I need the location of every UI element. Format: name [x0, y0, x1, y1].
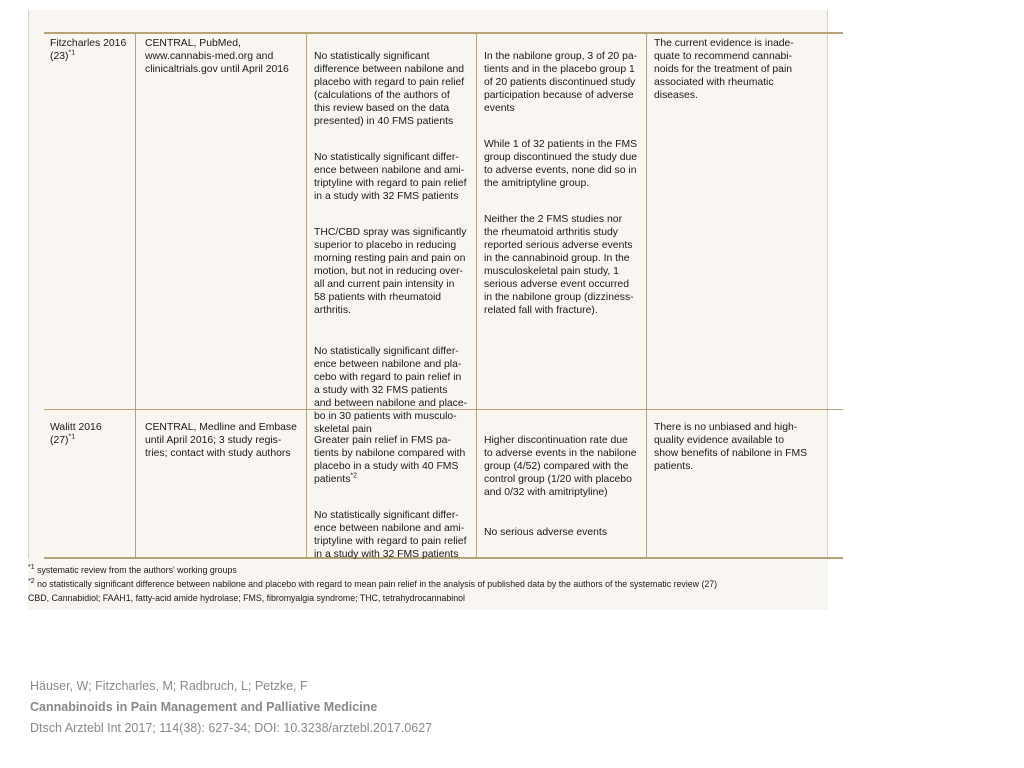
- citation-title: Cannabinoids in Pain Management and Palliative Medicine: [30, 700, 378, 714]
- column-divider: [476, 32, 477, 559]
- column-divider: [646, 32, 647, 559]
- efficacy-paragraph: No statistically significant differ- ence between nabilone and ami- triptyline with regard to pain relief in a study with 32 FMS patients: [314, 510, 467, 560]
- efficacy-paragraph: THC/CBD spray was significantly superior to placebo in reducing morning resting pain and pain on motion, but not in reducing over- all and current pain intensity in 58 patients with rheumatoid arthritis.: [314, 227, 467, 316]
- column-divider: [306, 32, 307, 559]
- table-cell-efficacy: [314, 37, 476, 459]
- safety-paragraph: No serious adverse events: [484, 527, 608, 538]
- footnote: $^{*2}$ no statistically significant difference between nabilone and placebo with regard to mean pain relief in the analysis of published data by the authors of the systematic review (27): [28, 578, 718, 589]
- table-cell-study: Walitt 2016 $(27)^{*1}$: [50, 422, 102, 446]
- table-cell-study: Fitzcharles 2016 $(23)^{*1}$: [50, 38, 127, 62]
- safety-paragraph: In the nabilone group, 3 of 20 pa- tients and in the placebo group 1 of 20 patients discontinued study participation because of adverse events: [484, 51, 638, 114]
- footnote: $^{*1}$ systematic review from the authors' working groups: [28, 564, 237, 575]
- left-edge: [28, 10, 29, 558]
- table-cell-safety: [484, 37, 646, 340]
- column-divider: [135, 32, 136, 559]
- efficacy-paragraph: No statistically significant difference between nabilone and placebo with regard to pain relief (calculations of the authors of this review based on the data presented) in 40 FMS patients: [314, 51, 465, 127]
- safety-paragraph: Neither the 2 FMS studies nor the rheumatoid arthritis study reported serious adverse events in the cannabinoid group. In the musculoskeletal pain study, 1 serious adverse event occurred in the nabilone group (dizziness- related fall with fracture).: [484, 214, 634, 316]
- efficacy-paragraph: No statistically significant differ- ence between nabilone and pla- cebo with regard to pain relief in a study with 32 FMS patients and between nabilone and place- bo in 30 patients with musculo- skeletal pain: [314, 346, 468, 435]
- citation-source: Dtsch Arztebl Int 2017; 114(38): 627-34; DOI: 10.3238/arztebl.2017.0627: [30, 721, 433, 735]
- efficacy-paragraph: Greater pain relief in FMS pa- tients by nabilone compared with placebo in a study with 40 FMS patients$^{*2}$: [314, 435, 466, 485]
- table-cell-conclusion: The current evidence is inade- quate to recommend cannabi- noids for the treatment of pain associated with rheumatic diseases.: [654, 38, 794, 101]
- efficacy-paragraph: No statistically significant differ- ence between nabilone and ami- triptyline with regard to pain relief in a study with 32 FMS patients: [314, 152, 467, 202]
- table-image: [28, 10, 828, 610]
- table-cell-conclusion: There is no unbiased and high- quality evidence available to show benefits of nabilone in FMS patients.: [654, 422, 808, 472]
- citation-authors: Häuser, W; Fitzcharles, M; Radbruch, L; Petzke, F: [30, 679, 308, 693]
- abbreviations-note: CBD, Cannabidiol; FAAH1, fatty-acid amide hydrolase; FMS, fibromyalgia syndrome; THC, tetrahydrocannabinol: [28, 593, 465, 603]
- safety-paragraph: Higher discontinuation rate due to adverse events in the nabilone group (4/52) compared with the control group (1/20 with placebo and 0/32 with amitriptyline): [484, 435, 637, 498]
- table-cell-efficacy: [314, 421, 476, 584]
- safety-paragraph: While 1 of 32 patients in the FMS group discontinued the study due to adverse events, none did so in the amitriptyline group.: [484, 139, 638, 189]
- table-cell-sources: CENTRAL, Medline and Embase until April 2016; 3 study regis- tries; contact with study authors: [145, 422, 297, 459]
- table-cell-safety: [484, 421, 646, 562]
- table-cell-sources: CENTRAL, PubMed, www.cannabis-med.org and clinicaltrials.gov until April 2016: [145, 38, 289, 75]
